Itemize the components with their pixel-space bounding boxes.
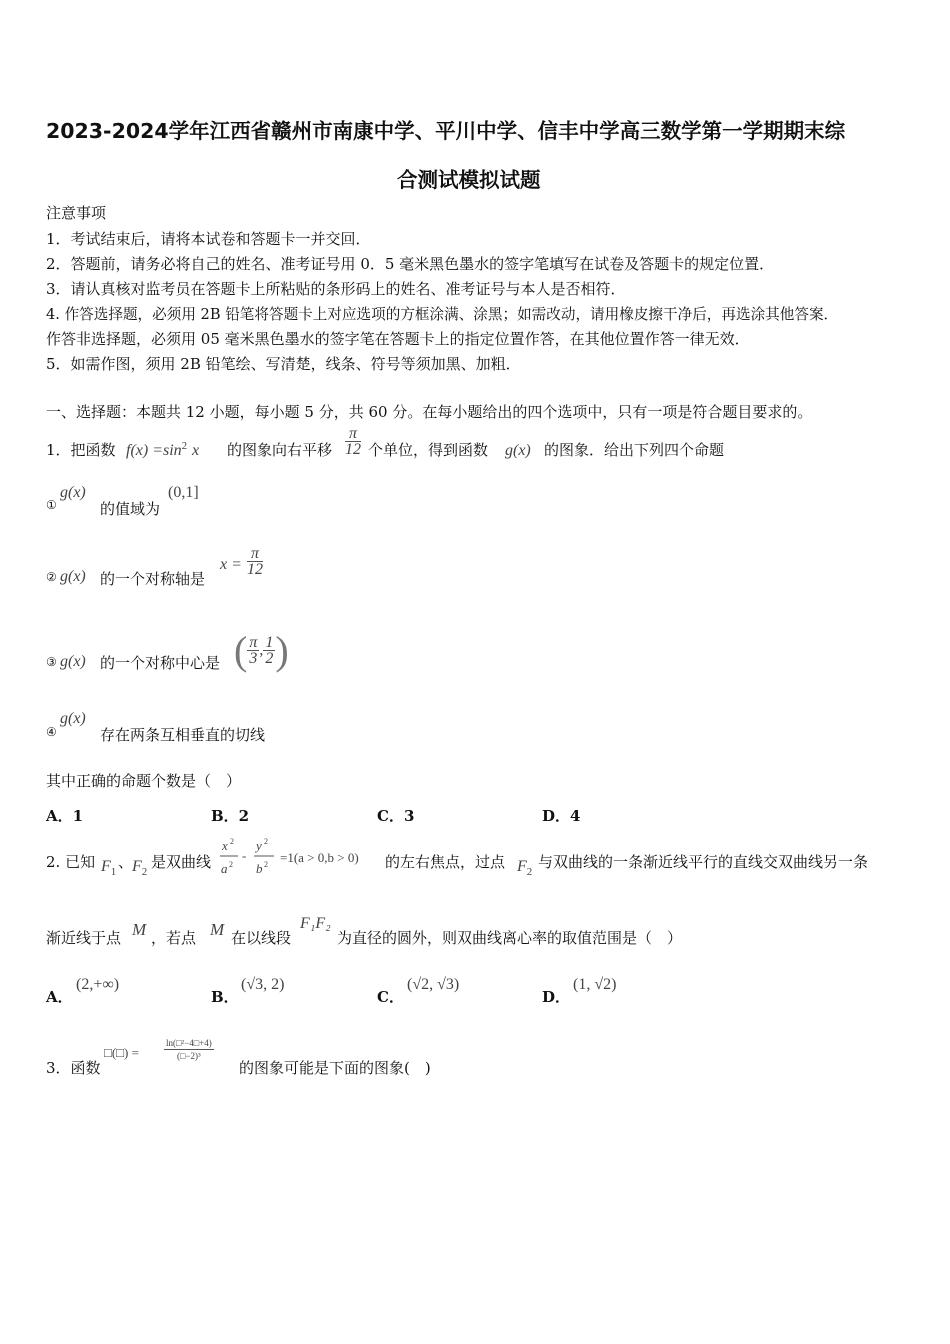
svg-text:a: a bbox=[221, 861, 228, 876]
q1-stem-mid2: 个单位，得到函数 bbox=[368, 441, 489, 459]
notice-item-4b: 作答非选择题，必须用 05 毫米黑色墨水的签字笔在答题卡上的指定位置作答，在其他位置作答一律无效． bbox=[46, 330, 750, 348]
q1-twelve: 12 bbox=[345, 441, 361, 458]
notice-item-4: 4. 作答选择题，必须用 2B 铅笔将答题卡上对应选项的方框涂满、涂黑；如需改动，请用橡皮擦干净后，再选涂其他答案． bbox=[46, 306, 839, 323]
notice-item-5: 5．如需作图，须用 2B 铅笔绘、写清楚，线条、符号等须加黑、加粗． bbox=[46, 355, 521, 373]
q1-pi: π bbox=[345, 426, 361, 442]
q3-fn: □(□) = bbox=[104, 1045, 139, 1060]
notice-item-2: 2．答题前，请务必将自己的姓名、准考证号用 0．5 毫米黑色墨水的签字笔填写在试卷及答题卡的规定位置． bbox=[46, 255, 775, 273]
q1-p2-mark: ② bbox=[46, 570, 57, 584]
q1-stem-mid: 的图象向右平移 bbox=[227, 441, 333, 459]
q2-option-c-label: C． bbox=[377, 988, 404, 1006]
svg-text:b: b bbox=[256, 861, 263, 876]
q1-p2-fraction bbox=[247, 546, 263, 577]
q1-x: x bbox=[191, 442, 200, 459]
q1-p4-text: 存在两条互相垂直的切线 bbox=[100, 726, 266, 744]
svg-text:-: - bbox=[242, 848, 247, 863]
q2-f1f2: F₁F₂ bbox=[300, 915, 331, 932]
svg-text:2: 2 bbox=[229, 860, 233, 869]
q2-f2-again-sub: 2 bbox=[526, 866, 533, 878]
svg-text:2: 2 bbox=[264, 837, 268, 846]
q2-eq-tail: =1(a > 0,b > 0) bbox=[280, 850, 359, 865]
q2-f2 bbox=[132, 857, 147, 878]
svg-text:2: 2 bbox=[230, 837, 234, 846]
q1-p2-lhs: x = bbox=[220, 556, 242, 573]
q1-p3-text: 的一个对称中心是 bbox=[100, 654, 221, 672]
q1-option-d: D．4 bbox=[542, 807, 581, 825]
q2-option-d-math: (1, √2) bbox=[573, 976, 617, 993]
q1-stem-prefix: 1．把函数 bbox=[46, 441, 116, 459]
q2-sep: 、 bbox=[118, 853, 134, 871]
q1-shift-fraction bbox=[345, 426, 361, 457]
q1-ask: 其中正确的命题个数是（ ） bbox=[46, 772, 242, 790]
q2-line2-b: ，若点 bbox=[151, 929, 197, 947]
page-title-line2: 合测试模拟试题 bbox=[397, 168, 541, 192]
q1-p1-text: 的值域为 bbox=[100, 500, 161, 518]
q1-p3-mark: ③ bbox=[46, 655, 57, 669]
svg-text:y: y bbox=[256, 838, 262, 853]
q2-stem-end: 与双曲线的一条渐近线平行的直线交双曲线另一条 bbox=[538, 853, 869, 871]
q2-line2-d: 为直径的圆外，则双曲线离心率的取值范围是（ ） bbox=[337, 929, 683, 947]
q1-p3-a-num: π bbox=[249, 634, 258, 651]
q1-p2-text: 的一个对称轴是 bbox=[100, 570, 206, 588]
q1-formula-f bbox=[126, 440, 199, 460]
q2-option-a-math: (2,+∞) bbox=[76, 976, 120, 993]
q1-p3-fn: g(x) bbox=[60, 653, 86, 670]
q2-line2-a: 渐近线于点 bbox=[46, 929, 122, 947]
q2-m-again: M bbox=[210, 920, 225, 939]
q2-f1-letter: F bbox=[101, 858, 111, 875]
q1-p4-fn: g(x) bbox=[60, 710, 86, 727]
q1-option-b: B．2 bbox=[211, 807, 250, 825]
q3-stem-prefix: 3．函数 bbox=[46, 1059, 101, 1077]
notice-item-1: 1．考试结束后，请将本试卷和答题卡一并交回． bbox=[46, 230, 371, 248]
q1-fx: f(x) =sin bbox=[126, 442, 182, 459]
q1-p4-mark: ④ bbox=[46, 725, 57, 739]
q1-square: 2 bbox=[181, 440, 188, 452]
q1-p2-fn: g(x) bbox=[60, 568, 86, 585]
q1-p2-den: 12 bbox=[247, 561, 263, 578]
q2-f2-sub: 2 bbox=[141, 866, 148, 878]
q1-p2-num: π bbox=[247, 546, 263, 562]
q2-option-c-math: (√2, √3) bbox=[407, 976, 460, 993]
svg-text:x: x bbox=[222, 838, 228, 853]
q1-p3-b-den: 2 bbox=[265, 650, 274, 667]
q1-option-c: C．3 bbox=[377, 807, 415, 825]
q1-option-a: A．1 bbox=[46, 807, 84, 825]
q2-line2-c: 在以线段 bbox=[231, 929, 292, 947]
q2-stem-mid: 是双曲线 bbox=[151, 853, 212, 871]
q3-num: ln(□²−4□+4) bbox=[166, 1038, 212, 1048]
q1-p3-a-den: 3 bbox=[249, 650, 258, 667]
q2-stem-mid2: 的左右焦点，过点 bbox=[385, 853, 506, 871]
q2-hyperbola-fractions bbox=[218, 835, 280, 881]
q2-f2-again-letter: F bbox=[517, 858, 527, 875]
q2-option-b-label: B． bbox=[211, 988, 239, 1006]
q2-f1 bbox=[101, 857, 116, 878]
svg-text:2: 2 bbox=[264, 860, 268, 869]
notice-item-3: 3．请认真核对监考员在答题卡上所粘贴的条形码上的姓名、准考证号与本人是否相符． bbox=[46, 280, 626, 298]
q2-option-b-math: (√3, 2) bbox=[241, 976, 285, 993]
q1-p3-b-num: 1 bbox=[265, 634, 274, 651]
q2-f2-again bbox=[517, 857, 532, 878]
q2-f1-sub: 1 bbox=[110, 866, 117, 878]
notice-heading: 注意事项 bbox=[46, 204, 107, 222]
q1-p1-fn: g(x) bbox=[60, 484, 86, 501]
q1-stem-end: 的图象．给出下列四个命题 bbox=[544, 441, 725, 459]
q3-fraction bbox=[164, 1037, 214, 1062]
q2-m: M bbox=[132, 920, 147, 939]
section-heading: 一、选择题：本题共 12 小题，每小题 5 分，共 60 分。在每小题给出的四个选项中，只有一项是符合题目要求的。 bbox=[46, 403, 813, 421]
q1-p1-range: (0,1] bbox=[168, 484, 199, 501]
q1-p1-mark: ① bbox=[46, 498, 57, 512]
q2-stem-prefix: 2. 已知 bbox=[46, 853, 96, 871]
q2-f2-letter: F bbox=[132, 858, 142, 875]
page-title: 2023-2024学年江西省赣州市南康中学、平川中学、信丰中学高三数学第一学期期末综 bbox=[46, 119, 846, 143]
q1-p3-point: ( $\frac{\pi}{3}$ , $\frac{1}{2}$ ) bbox=[234, 628, 289, 673]
q2-option-a-label: A． bbox=[46, 988, 73, 1006]
q3-den: (□−2)³ bbox=[177, 1051, 201, 1061]
q1-gx: g(x) bbox=[505, 442, 531, 459]
q3-stem-end: 的图象可能是下面的图象( ) bbox=[239, 1059, 431, 1077]
q2-option-d-label: D． bbox=[542, 988, 571, 1006]
